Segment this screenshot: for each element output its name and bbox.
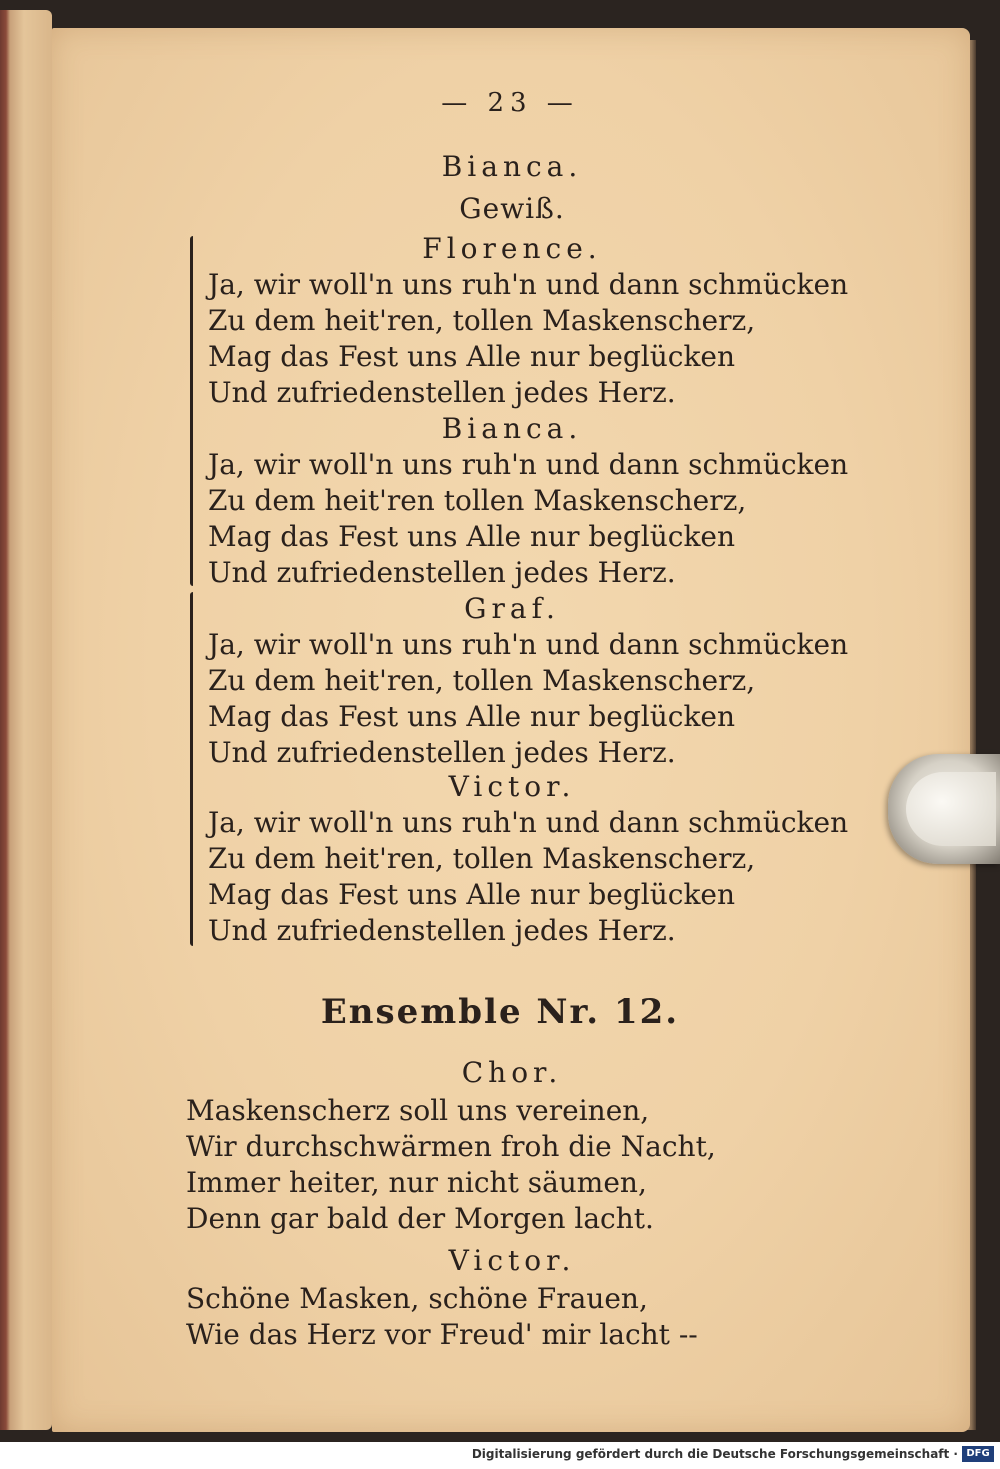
section-heading: Ensemble Nr. 12. — [320, 992, 680, 1032]
verse-line: Mag das Fest uns Alle nur beglücken — [208, 700, 736, 733]
verse-line: Gewiß. — [459, 192, 565, 225]
speaker-name: Bianca. — [441, 150, 583, 183]
verse-line: Ja, wir woll'n uns ruh'n und dann schmücken — [208, 628, 849, 661]
verse-line: Ja, wir woll'n uns ruh'n und dann schmücken — [208, 448, 849, 481]
left-page-edge — [0, 10, 52, 1430]
verse-line: Mag das Fest uns Alle nur beglücken — [208, 878, 736, 911]
verse-line: Ja, wir woll'n uns ruh'n und dann schmücken — [208, 268, 849, 301]
verse-line: Mag das Fest uns Alle nur beglücken — [208, 520, 736, 553]
page-clip — [888, 754, 1000, 864]
verse-line: Immer heiter, nur nicht säumen, — [186, 1166, 647, 1199]
verse-line: Zu dem heit'ren, tollen Maskenscherz, — [208, 842, 756, 875]
speaker-name: Florence. — [422, 232, 602, 265]
bracket-bottom — [190, 592, 193, 946]
speaker-name: Victor. — [448, 770, 576, 803]
verse-line: Denn gar bald der Morgen lacht. — [186, 1202, 654, 1235]
verse-line: Zu dem heit'ren tollen Maskenscherz, — [208, 484, 747, 517]
bracket-top — [190, 236, 193, 586]
verse-line: Und zufriedenstellen jedes Herz. — [208, 556, 676, 589]
dfg-logo-icon: DFG — [962, 1446, 994, 1462]
speaker-name: Graf. — [464, 592, 560, 625]
verse-line: Und zufriedenstellen jedes Herz. — [208, 376, 676, 409]
verse-line: Schöne Masken, schöne Frauen, — [186, 1282, 648, 1315]
verse-line: Wir durchschwärmen froh die Nacht, — [186, 1130, 716, 1163]
page-clip-inner — [906, 772, 996, 846]
footer-bar — [0, 1442, 1000, 1469]
speaker-name: Bianca. — [441, 412, 583, 445]
verse-line: Mag das Fest uns Alle nur beglücken — [208, 340, 736, 373]
verse-line: Und zufriedenstellen jedes Herz. — [208, 736, 676, 769]
verse-line: Maskenscherz soll uns vereinen, — [186, 1094, 650, 1127]
verse-line: Zu dem heit'ren, tollen Maskenscherz, — [208, 664, 756, 697]
verse-line: Ja, wir woll'n uns ruh'n und dann schmücken — [208, 806, 849, 839]
funding-credit: Digitalisierung gefördert durch die Deutsche Forschungsgemeinschaft · — [471, 1447, 958, 1461]
page-number: — 23 — — [441, 88, 579, 118]
verse-line: Und zufriedenstellen jedes Herz. — [208, 914, 676, 947]
speaker-name: Chor. — [461, 1056, 563, 1089]
verse-line: Wie das Herz vor Freud' mir lacht -- — [186, 1318, 698, 1351]
verse-line: Zu dem heit'ren, tollen Maskenscherz, — [208, 304, 756, 337]
speaker-name: Victor. — [448, 1244, 576, 1277]
